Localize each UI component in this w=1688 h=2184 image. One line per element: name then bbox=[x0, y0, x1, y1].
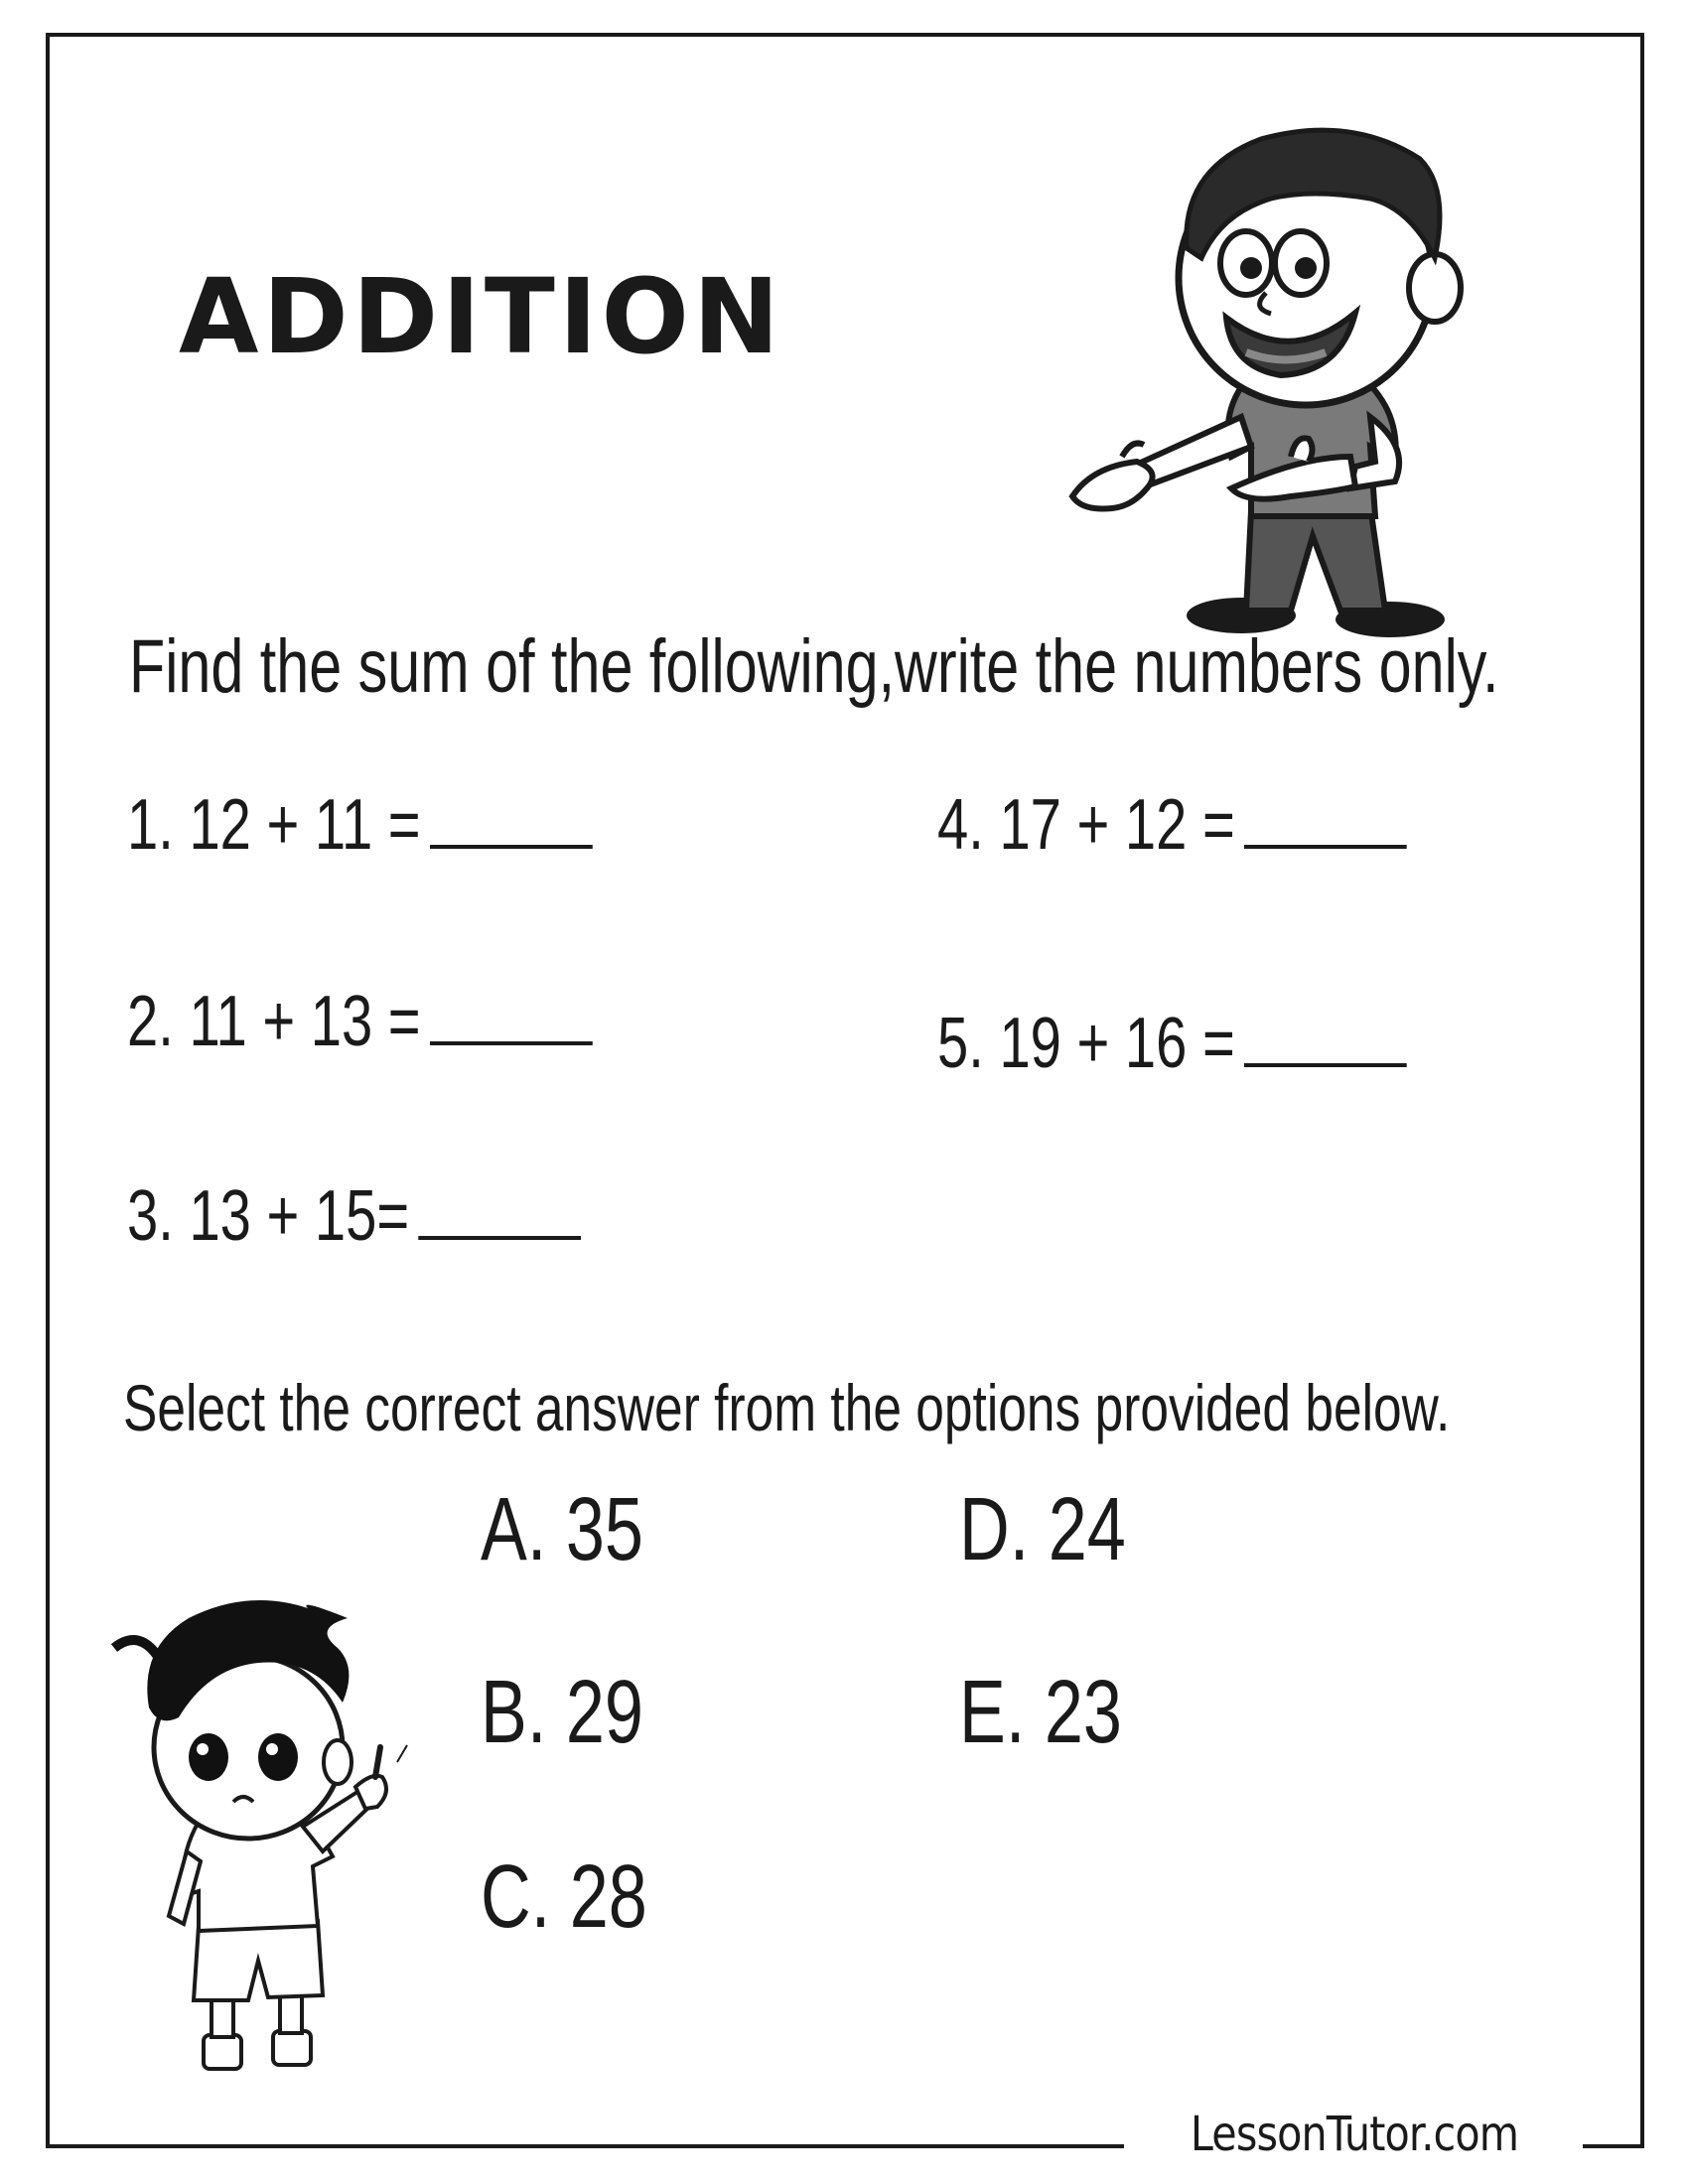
footer-site-credit[interactable]: LessonTutor.com bbox=[1190, 2107, 1519, 2162]
question-4 bbox=[937, 784, 1407, 866]
question-4-label: 4. 17 + 12 = bbox=[937, 785, 1235, 865]
question-3 bbox=[127, 1175, 581, 1257]
question-5 bbox=[937, 1003, 1407, 1084]
instruction-select: Select the correct answer from the options provided below. bbox=[123, 1371, 1451, 1444]
question-3-label: 3. 13 + 15= bbox=[127, 1176, 410, 1256]
frame-border-bottom-left bbox=[46, 2144, 1124, 2148]
worksheet-title: ADDITION bbox=[179, 256, 783, 377]
question-1 bbox=[127, 784, 593, 866]
option-e: E. 23 bbox=[959, 1663, 1122, 1762]
question-2 bbox=[127, 981, 593, 1062]
instruction-sum: Find the sum of the following,write the numbers only. bbox=[129, 624, 1499, 709]
answer-blank-5[interactable] bbox=[1244, 1053, 1407, 1067]
question-1-label: 1. 12 + 11 = bbox=[127, 785, 421, 865]
answer-blank-4[interactable] bbox=[1244, 835, 1407, 849]
option-d: D. 24 bbox=[959, 1480, 1126, 1579]
option-a: A. 35 bbox=[481, 1480, 643, 1579]
option-c: C. 28 bbox=[481, 1847, 647, 1947]
frame-border-bottom-right bbox=[1583, 2144, 1644, 2148]
cartoon-boy-presenting-icon bbox=[1053, 119, 1519, 655]
answer-blank-2[interactable] bbox=[430, 1031, 593, 1045]
question-2-label: 2. 11 + 13 = bbox=[127, 982, 421, 1061]
frame-border-top bbox=[46, 33, 1644, 37]
option-b: B. 29 bbox=[481, 1663, 643, 1762]
frame-border-right bbox=[1640, 33, 1644, 2147]
question-5-label: 5. 19 + 16 = bbox=[937, 1004, 1235, 1083]
answer-blank-3[interactable] bbox=[419, 1226, 582, 1240]
cartoon-boy-pointing-icon bbox=[99, 1588, 437, 2085]
answer-blank-1[interactable] bbox=[430, 835, 593, 849]
frame-border-left bbox=[46, 33, 50, 2147]
